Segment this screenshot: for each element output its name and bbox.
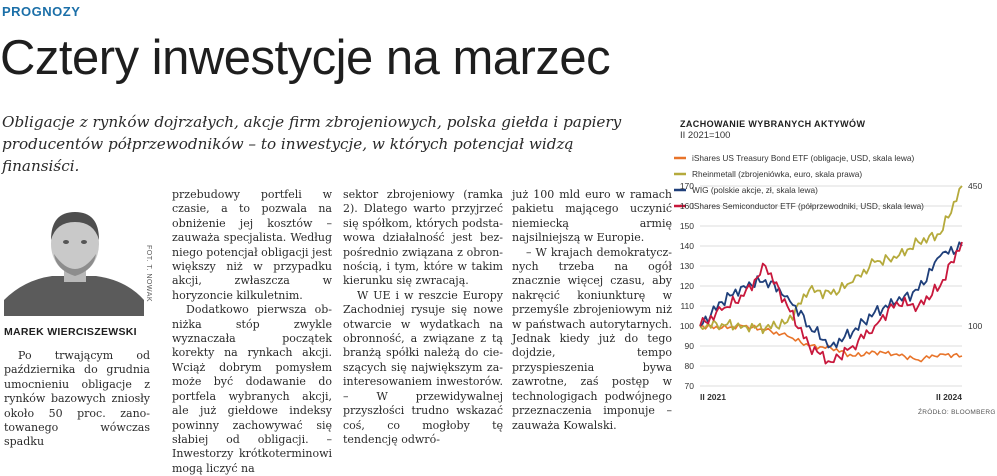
y-left-tick-label: 70 xyxy=(684,381,694,391)
legend-label-wig: WIG (polskie akcje, zł, skala lewa) xyxy=(692,185,818,195)
y-left-tick-label: 140 xyxy=(679,241,694,251)
section-kicker: PROGNOZY xyxy=(2,4,81,19)
x-tick-label: II 2021 xyxy=(700,392,726,402)
legend-label-treasury: iShares US Treasury Bond ETF (obligacje, USD, skala lewa) xyxy=(692,153,915,163)
article-column-2 xyxy=(172,188,332,476)
y-left-tick-label: 150 xyxy=(679,221,694,231)
article-lead: Obligacje z rynków dojrzałych, akcje firm zbrojeniowych, polska giełda i papiery producentów półprzewodników – to inwestycje, w których potencjał widzą finansiści. xyxy=(2,113,622,175)
paragraph: W UE i w reszcie Europy Zachodniej rysuje się nowe otwarcie w wydatkach na obronność, a związane z tą branżą spółki należą do cieszących się największym zainteresowaniem inwestorów. – W przewidywalnej przyszłości trudno wskazać coś, co mogłoby tę tendencję odwró- xyxy=(343,288,503,446)
series-line-wig xyxy=(700,242,962,347)
series-line-treasury xyxy=(700,325,962,362)
author-name: MAREK WIERCISZEWSKI xyxy=(4,326,137,338)
x-tick-label: II 2024 xyxy=(936,392,962,402)
legend-label-rheinmetall: Rheinmetall (zbrojeniówka, euro, skala prawa) xyxy=(692,169,863,179)
y-left-tick-label: 80 xyxy=(684,361,694,371)
y-right-tick-label: 450 xyxy=(968,181,983,191)
paragraph: przebudowy portfeli w czasie, a to pozwala na obniżenie jej kosztów – zauważa specjalista. Według niego potencjał obligacji jest większy niż w przypadku akcji, zwłaszcza w horyzoncie kilkuletnim. xyxy=(172,188,333,302)
paragraph: Po trwającym od października do grudnia umocnieniu obligacje z rynków bazowych zniosły około 50 proc. zanotowanego wówczas spadku xyxy=(4,349,150,449)
article-column-4 xyxy=(512,188,672,433)
paragraph: – W krajach demokratycznych trzeba na ogół znacznie więcej czasu, aby nakręcić koniunkturę w przemyśle zbrojeniowym niż w państwach autorytarnych. Jednak kiedy już do tego dojdzie, tempo przyspieszenia bywa zawrotne, zaś postęp w technologigach podwójnego przeznaczenia imponuje – zauważa Kowalski. xyxy=(512,245,672,432)
line-chart xyxy=(670,140,997,408)
y-left-tick-label: 90 xyxy=(684,341,694,351)
legend-label-semis: iShares Semiconductor ETF (półprzewodniki, USD, skala lewa) xyxy=(692,201,924,211)
y-left-tick-label: 120 xyxy=(679,281,694,291)
author-photo xyxy=(4,200,144,316)
article-column-1 xyxy=(4,349,150,450)
article-column-3 xyxy=(343,188,503,447)
article-headline: Cztery inwestycje na marzec xyxy=(0,31,611,85)
chart-source: ŹRÓDŁO: BLOOMBERG xyxy=(918,409,996,416)
paragraph: sektor zbrojeniowy (ramka 2). Dlatego warto przyjrzeć się spółkom, których podstawowa działalność jest bezpośrednio związana z obronnością, i tym, które w takim kierunku się zwracają. xyxy=(343,188,503,288)
paragraph: Dodatkowo pierwsza obniżka stóp zwykle wyznaczała początek korekty na rynkach akcji. Wciąż dobrym pomysłem może być dodawanie do portfela wybranych akcji, ale już giełdowe indeksy powinny zachowywać się słabiej od obligacji. – Inwestorzy krótkoterminowi mogą liczyć na xyxy=(172,303,332,475)
y-left-tick-label: 160 xyxy=(679,201,694,211)
y-left-tick-label: 100 xyxy=(679,321,694,331)
chart-subtitle: II 2021=100 xyxy=(680,130,731,141)
y-right-tick-label: 100 xyxy=(968,321,983,331)
paragraph: już 100 mld euro w ramach pakietu mającego uczynić niemiecką armię najsilniejszą w Europie. xyxy=(512,188,672,245)
photo-credit: FOT. T. NOWAK xyxy=(145,245,152,303)
y-left-tick-label: 110 xyxy=(680,301,694,311)
y-left-tick-label: 130 xyxy=(679,261,694,271)
chart-title: ZACHOWANIE WYBRANYCH AKTYWÓW xyxy=(680,119,866,129)
y-left-tick-label: 170 xyxy=(679,181,694,191)
